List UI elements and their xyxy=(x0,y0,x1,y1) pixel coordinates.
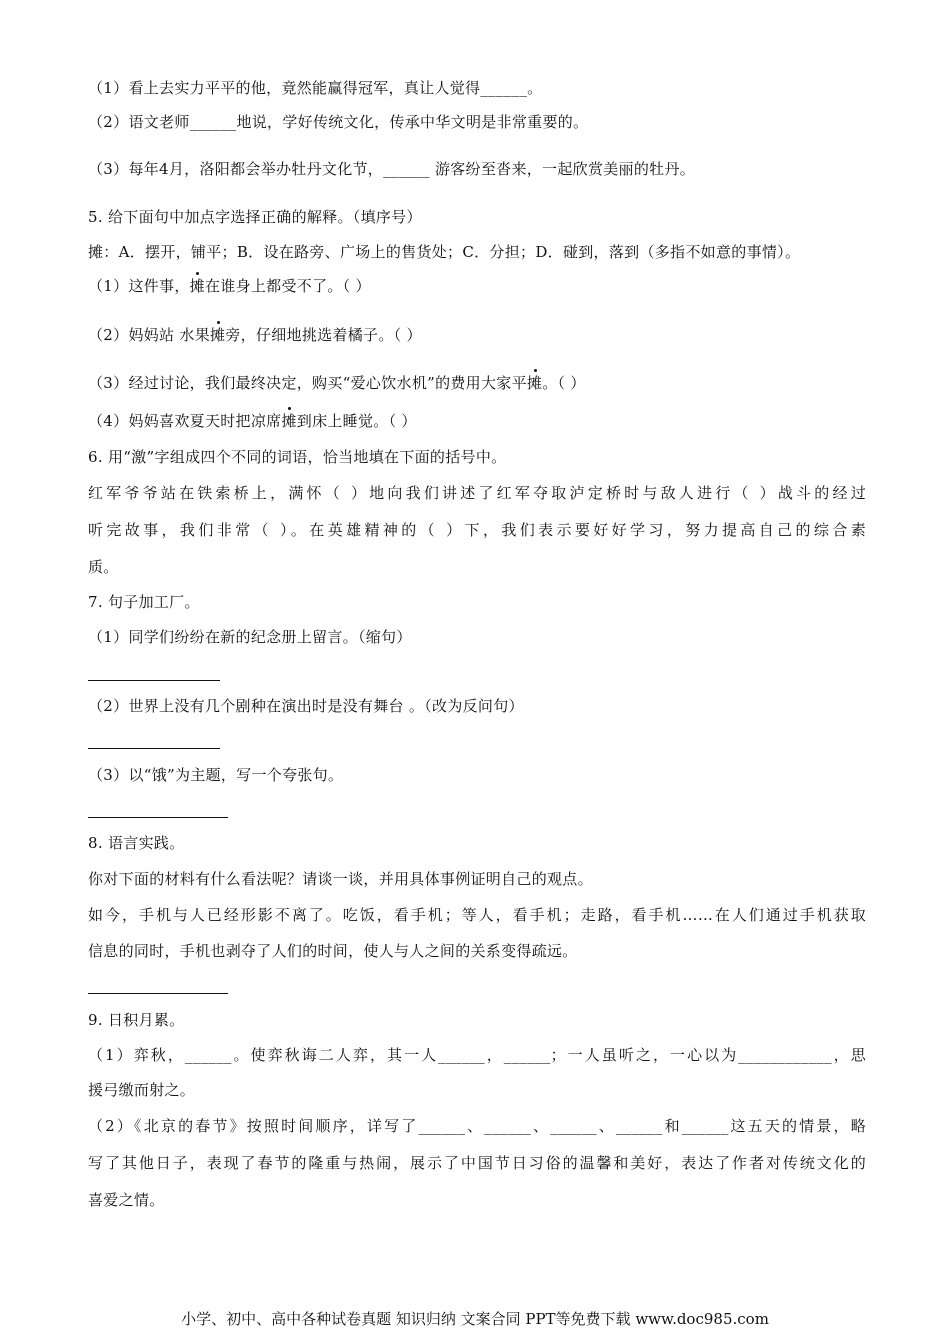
q5-definitions: 摊：A．摆开，铺平；B．设在路旁、广场上的售货处；C．分担；D．碰到，落到（多指不如意的事情）。 xyxy=(88,243,801,261)
q8-material-line-2: 信息的同时，手机也剥夺了人们的时间，使人与人之间的关系变得疏远。 xyxy=(88,942,578,960)
q6-paragraph-line-2: 听完故事，我们非常（ ）。在英雄精神的（ ）下，我们表示要好好学习，努力提高自己的综合素 xyxy=(88,521,866,539)
q7-sentence-1: （1）同学们纷纷在新的纪念册上留言。（缩句） xyxy=(88,628,412,646)
q7-answer-line-2[interactable] xyxy=(88,748,220,749)
q9-item-1-line-2: 援弓缴而射之。 xyxy=(88,1081,196,1099)
q4-sentence-3: （3）每年4月，洛阳都会举办牡丹文化节，______ 游客纷至沓来，一起欣赏美丽的牡丹。 xyxy=(88,160,696,178)
q5-sentence-4: （4）妈妈喜欢夏天时把凉席摊到床上睡觉。（ ） xyxy=(88,412,417,430)
page-footer: 小学、初中、高中各种试卷真题 知识归纳 文案合同 PPT等免费下载 www.doc985.com xyxy=(181,1310,769,1328)
q5-sentence-3: （3）经过讨论，我们最终决定，购买“爱心饮水机”的费用大家平摊。（ ） xyxy=(88,374,586,392)
q7-title: 7. 句子加工厂。 xyxy=(88,593,200,611)
q4-sentence-2: （2）语文老师______地说，学好传统文化，传承中华文明是非常重要的。 xyxy=(88,113,589,131)
q8-prompt: 你对下面的材料有什么看法呢？请谈一谈，并用具体事例证明自己的观点。 xyxy=(88,870,593,888)
q7-answer-line-1[interactable] xyxy=(88,680,220,681)
q9-title: 9. 日积月累。 xyxy=(88,1011,185,1029)
q5-sentence-1: （1）这件事，摊在谁身上都受不了。（ ） xyxy=(88,277,371,295)
q6-paragraph-line-3: 质。 xyxy=(88,558,119,576)
q7-sentence-2: （2）世界上没有几个剧种在演出时是没有舞台 。（改为反问句） xyxy=(88,697,524,715)
q6-paragraph-line-1: 红军爷爷站在铁索桥上，满怀（ ）地向我们讲述了红军夺取泸定桥时与敌人进行（ ）战斗的经过 xyxy=(88,484,866,502)
q8-material-line-1: 如今，手机与人已经形影不离了。吃饭，看手机；等人，看手机；走路，看手机……在人们通过手机获取 xyxy=(88,906,866,924)
dotted-char: 摊 xyxy=(526,374,543,392)
dotted-char: 摊 xyxy=(281,412,297,430)
q5-sentence-2: （2）妈妈站 水果摊旁，仔细地挑选着橘子。（ ） xyxy=(88,326,422,344)
q4-sentence-1: （1）看上去实力平平的他，竟然能赢得冠军，真让人觉得______。 xyxy=(88,79,543,97)
q7-answer-line-3[interactable] xyxy=(88,817,228,818)
q9-item-2-line-3: 喜爱之情。 xyxy=(88,1191,165,1209)
q7-sentence-3: （3）以“饿”为主题，写一个夸张句。 xyxy=(88,766,344,784)
q8-answer-line[interactable] xyxy=(88,993,228,994)
q8-title: 8. 语言实践。 xyxy=(88,834,185,852)
q9-item-2-line-2: 写了其他日子，表现了春节的隆重与热闹，展示了中国节日习俗的温馨和美好，表达了作者对传统文化的 xyxy=(88,1154,866,1172)
dotted-char: 摊 xyxy=(189,277,205,295)
q5-title: 5. 给下面句中加点字选择正确的解释。（填序号） xyxy=(88,208,422,226)
dotted-char: 摊 xyxy=(210,326,226,344)
q9-item-2-line-1: （2）《北京的春节》按照时间顺序，详写了______、______、______、______和______这五天的情景，略 xyxy=(88,1117,866,1135)
q9-item-1-line-1: （1）弈秋，______。使弈秋诲二人弈，其一人______，______；一人虽听之，一心以为____________，思 xyxy=(88,1046,866,1064)
q6-title: 6. 用“激”字组成四个不同的词语，恰当地填在下面的括号中。 xyxy=(88,448,507,466)
